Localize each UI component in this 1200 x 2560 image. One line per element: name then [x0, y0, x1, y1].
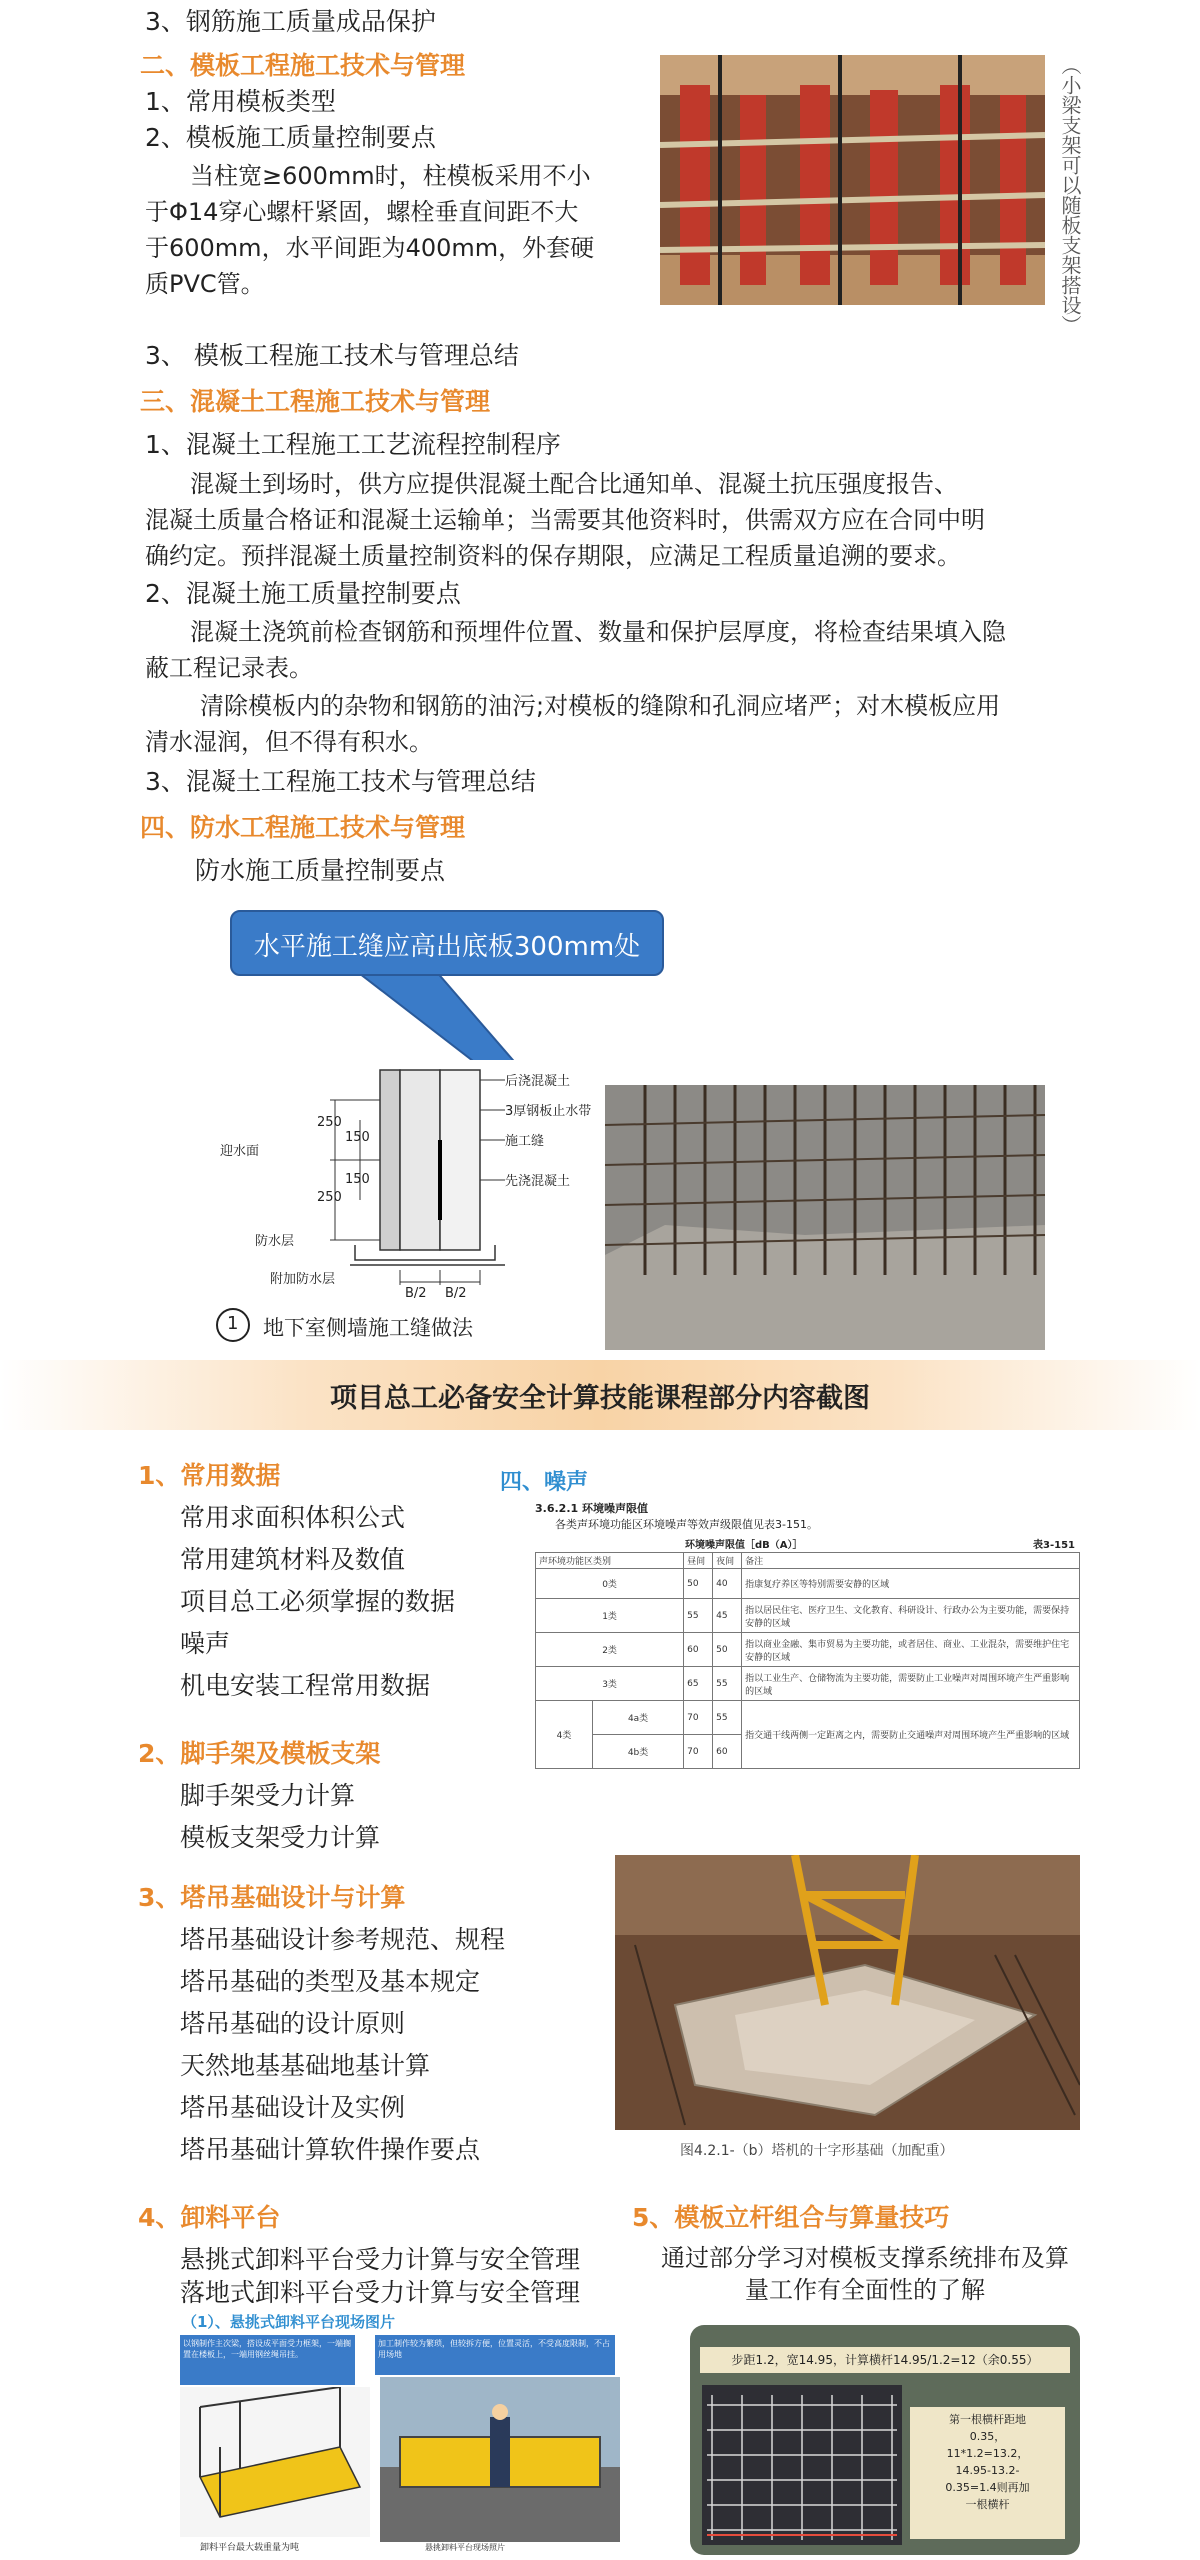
table-header-cell: 备注 [742, 1553, 1080, 1569]
heading-formwork: 二、模板工程施工技术与管理 [140, 51, 466, 80]
para-line: 于Φ14穿心螺杆紧固，螺栓垂直间距不大 [145, 198, 579, 226]
label-waterproof-layer: 防水层 [255, 1234, 295, 1249]
platform-note-2: 加工制作较为繁琐，但较拆方便，位置灵活，不受高度限制，不占用场地 [375, 2335, 615, 2375]
calc-top-text: 步距1.2，宽14.95，计算横杆14.95/1.2=12（余0.55） [700, 2347, 1070, 2373]
table-row [536, 1701, 1080, 1735]
table-cell: 70 [684, 1735, 713, 1769]
banner-title: 项目总工必备安全计算技能课程部分内容截图 [330, 1383, 870, 1414]
label-pre-concrete: 先浇混凝土 [505, 1174, 571, 1189]
para-line: 清除模板内的杂物和钢筋的油污;对模板的缝隙和孔洞应堵严；对木模板应用 [200, 692, 1001, 720]
noise-doc-title: 3.6.2.1 环境噪声限值 [535, 1502, 648, 1515]
tower-crane-caption: 图4.2.1-（b）塔机的十字形基础（加配重） [680, 2143, 954, 2159]
table-cell: 45 [713, 1599, 742, 1633]
calc-line: 一根横杆 [965, 2498, 1010, 2511]
list-item: 机电安装工程常用数据 [180, 1671, 431, 1700]
tower-crane-art [615, 1855, 1080, 2130]
noise-table-title: 环境噪声限值［dB（A）］ [685, 1540, 803, 1551]
tower-crane-base-photo [615, 1855, 1080, 2130]
heading-common-data: 1、常用数据 [138, 1461, 281, 1490]
list-item: 常用求面积体积公式 [180, 1503, 406, 1532]
heading-unloading-platform: 4、卸料平台 [138, 2203, 281, 2232]
platform-subheading: （1）、悬挑式卸料平台现场图片 [182, 2313, 395, 2331]
list-item: 天然地基基础地基计算 [180, 2051, 431, 2080]
table-cell: 指以商业金融、集市贸易为主要功能，或者居住、商业、工业混杂，需要维护住宅安静的区域 [742, 1633, 1080, 1667]
list-item: 项目总工必须掌握的数据 [180, 1587, 456, 1616]
table-cell: 50 [684, 1569, 713, 1599]
table-cell: 55 [713, 1701, 742, 1735]
noise-table-no: 表3-151 [1033, 1540, 1075, 1551]
dim-250-top: 250 [317, 1115, 342, 1130]
para-line: 于600mm，水平间距为400mm，外套硬 [145, 234, 595, 262]
table-cell: 55 [684, 1599, 713, 1633]
pole-calculation-figure [690, 2325, 1080, 2555]
item-concrete-process: 1、混凝土工程施工工艺流程控制程序 [145, 430, 561, 459]
item-formwork-types: 1、常用模板类型 [145, 87, 336, 116]
table-cell: 2类 [536, 1633, 684, 1667]
table-row [536, 1599, 1080, 1633]
dim-b2-right: B/2 [445, 1286, 467, 1301]
table-cell: 70 [684, 1701, 713, 1735]
section-banner [0, 1360, 1200, 1430]
table-cell: 指康复疗养区等特别需要安静的区域 [742, 1569, 1080, 1599]
heading-waterproof: 四、防水工程施工技术与管理 [140, 813, 466, 842]
para-line: 混凝土浇筑前检查钢筋和预埋件位置、数量和保护层厚度，将检查结果填入隐 [190, 618, 1006, 646]
list-item: 脚手架受力计算 [180, 1781, 356, 1810]
item-steel-protection: 3、钢筋施工质量成品保护 [145, 7, 436, 36]
concrete-paragraph-1 [145, 466, 1105, 574]
table-cell: 65 [684, 1667, 713, 1701]
concrete-paragraph-2 [145, 614, 1105, 686]
heading-formwork-poles: 5、模板立杆组合与算量技巧 [632, 2203, 950, 2232]
calc-line: 0.35， [969, 2430, 1006, 2443]
formwork-photo [660, 55, 1045, 305]
list-item: 落地式卸料平台受力计算与安全管理 [180, 2278, 581, 2307]
noise-doc-sub: 各类声环境功能区环境噪声等效声级限值见表3-151。 [555, 1518, 818, 1531]
calc-line: 11*1.2=13.2， [946, 2447, 1029, 2460]
dim-150-a: 150 [345, 1130, 370, 1145]
list-item: 悬挑式卸料平台受力计算与安全管理 [180, 2245, 581, 2274]
heading-concrete: 三、混凝土工程施工技术与管理 [140, 387, 491, 416]
table-row [536, 1633, 1080, 1667]
label-water-face: 迎水面 [220, 1144, 260, 1159]
table-cell: 55 [713, 1667, 742, 1701]
para-line: 蔽工程记录表。 [145, 654, 313, 682]
list-item: 模板支架受力计算 [180, 1823, 381, 1852]
list-item: 塔吊基础的类型及基本规定 [180, 1967, 481, 1996]
item-concrete-quality: 2、混凝土施工质量控制要点 [145, 579, 461, 608]
platform-site-photo-art [380, 2377, 620, 2542]
table-row [536, 1667, 1080, 1701]
heading-scaffold: 2、脚手架及模板支架 [138, 1739, 381, 1768]
para-line: 混凝土到场时，供方应提供混凝土配合比通知单、混凝土抗压强度报告、 [190, 470, 958, 498]
photo-caption-vertical: （小梁支架可以随板支架搭设） [1058, 55, 1082, 335]
waterproof-figure [205, 910, 1045, 1350]
drawing-title: 地下室侧墙施工缝做法 [263, 1316, 473, 1340]
list-item: 噪声 [180, 1629, 231, 1658]
list-item: 塔吊基础的设计原则 [180, 2009, 406, 2038]
para-line: 量工作有全面性的了解 [745, 2276, 985, 2304]
table-cell: 4a类 [593, 1701, 684, 1735]
table-cell: 指以工业生产、仓储物流为主要功能，需要防止工业噪声对周围环境产生严重影响的区域 [742, 1667, 1080, 1701]
table-cell: 4b类 [593, 1735, 684, 1769]
table-header-cell: 夜间 [713, 1553, 742, 1569]
para-line: 质PVC管。 [145, 270, 265, 298]
calc-line: 14.95-13.2- [955, 2464, 1020, 2477]
table-cell: 4类 [536, 1701, 593, 1769]
formwork-paragraph [145, 158, 635, 302]
table-cell: 0类 [536, 1569, 684, 1599]
noise-doc [535, 1500, 1085, 1800]
list-item: 塔吊基础设计及实例 [180, 2093, 406, 2122]
dim-150-b: 150 [345, 1172, 370, 1187]
label-extra-layer: 附加防水层 [270, 1272, 336, 1287]
item-formwork-quality: 2、模板施工质量控制要点 [145, 123, 436, 152]
table-row [536, 1569, 1080, 1599]
dim-b2-left: B/2 [405, 1286, 427, 1301]
item-waterproof-quality: 防水施工质量控制要点 [195, 856, 446, 885]
pole-grid-art [702, 2385, 902, 2545]
para-line: 清水湿润，但不得有积水。 [145, 728, 433, 756]
formwork-poles-paragraph [645, 2242, 1085, 2306]
para-line: 当柱宽≥600mm时，柱模板采用不小 [190, 162, 591, 190]
table-cell: 60 [713, 1735, 742, 1769]
heading-tower-crane: 3、塔吊基础设计与计算 [138, 1883, 406, 1912]
noise-heading: 四、噪声 [500, 1470, 589, 1495]
list-item: 塔吊基础计算软件操作要点 [180, 2135, 481, 2164]
table-header-cell: 昼间 [684, 1553, 713, 1569]
section-drawing [205, 1060, 605, 1350]
dim-250-bottom: 250 [317, 1190, 342, 1205]
table-cell: 指以居民住宅、医疗卫生、文化教育、科研设计、行政办公为主要功能，需要保持安静的区域 [742, 1599, 1080, 1633]
list-item: 塔吊基础设计参考规范、规程 [180, 1925, 506, 1954]
platform-note-1: 以钢制作主次梁，搭设成平面受力框架，一端搁置在楼板上，一端用钢丝绳吊挂。 [180, 2335, 355, 2385]
calc-note-box [910, 2407, 1065, 2539]
platform-caption-2: 悬挑卸料平台现场照片 [425, 2543, 505, 2552]
para-line: 通过部分学习对模板支撑系统排布及算 [661, 2244, 1069, 2272]
table-row [536, 1553, 1080, 1569]
para-line: 混凝土质量合格证和混凝土运输单；当需要其他资料时，供需双方应在合同中明 [145, 506, 985, 534]
platform-caption-1: 卸料平台最大载重量为吨 [200, 2543, 300, 2553]
callout-text: 水平施工缝应高出底板300mm处 [253, 932, 641, 962]
label-joint: 施工缝 [505, 1134, 545, 1149]
drawing-circle-number: 1 [227, 1313, 239, 1334]
table-cell: 40 [713, 1569, 742, 1599]
table-cell: 3类 [536, 1667, 684, 1701]
table-cell: 指交通干线两侧一定距离之内，需要防止交通噪声对周围环境产生严重影响的区域 [742, 1701, 1080, 1769]
label-waterstop: 3厚钢板止水带 [505, 1104, 592, 1119]
table-cell: 50 [713, 1633, 742, 1667]
platform-diagram-art [180, 2387, 370, 2537]
platform-collage [180, 2335, 620, 2553]
table-cell: 1类 [536, 1599, 684, 1633]
table-header-cell: 声环境功能区类别 [536, 1553, 684, 1569]
calc-line: 0.35=1.4则再加 [945, 2481, 1030, 2494]
callout-box [230, 910, 664, 976]
noise-table [535, 1552, 1080, 1769]
item-concrete-summary: 3、混凝土工程施工技术与管理总结 [145, 767, 536, 796]
para-line: 确约定。预拌混凝土质量控制资料的保存期限，应满足工程质量追溯的要求。 [145, 542, 961, 570]
table-cell: 60 [684, 1633, 713, 1667]
calc-line: 第一根横杆距地 [949, 2413, 1026, 2426]
concrete-paragraph-3 [145, 688, 1105, 760]
label-post-concrete: 后浇混凝土 [505, 1074, 571, 1089]
formwork-photo-art [660, 55, 1045, 305]
list-item: 常用建筑材料及数值 [180, 1545, 406, 1574]
item-formwork-summary: 3、 模板工程施工技术与管理总结 [145, 341, 519, 370]
